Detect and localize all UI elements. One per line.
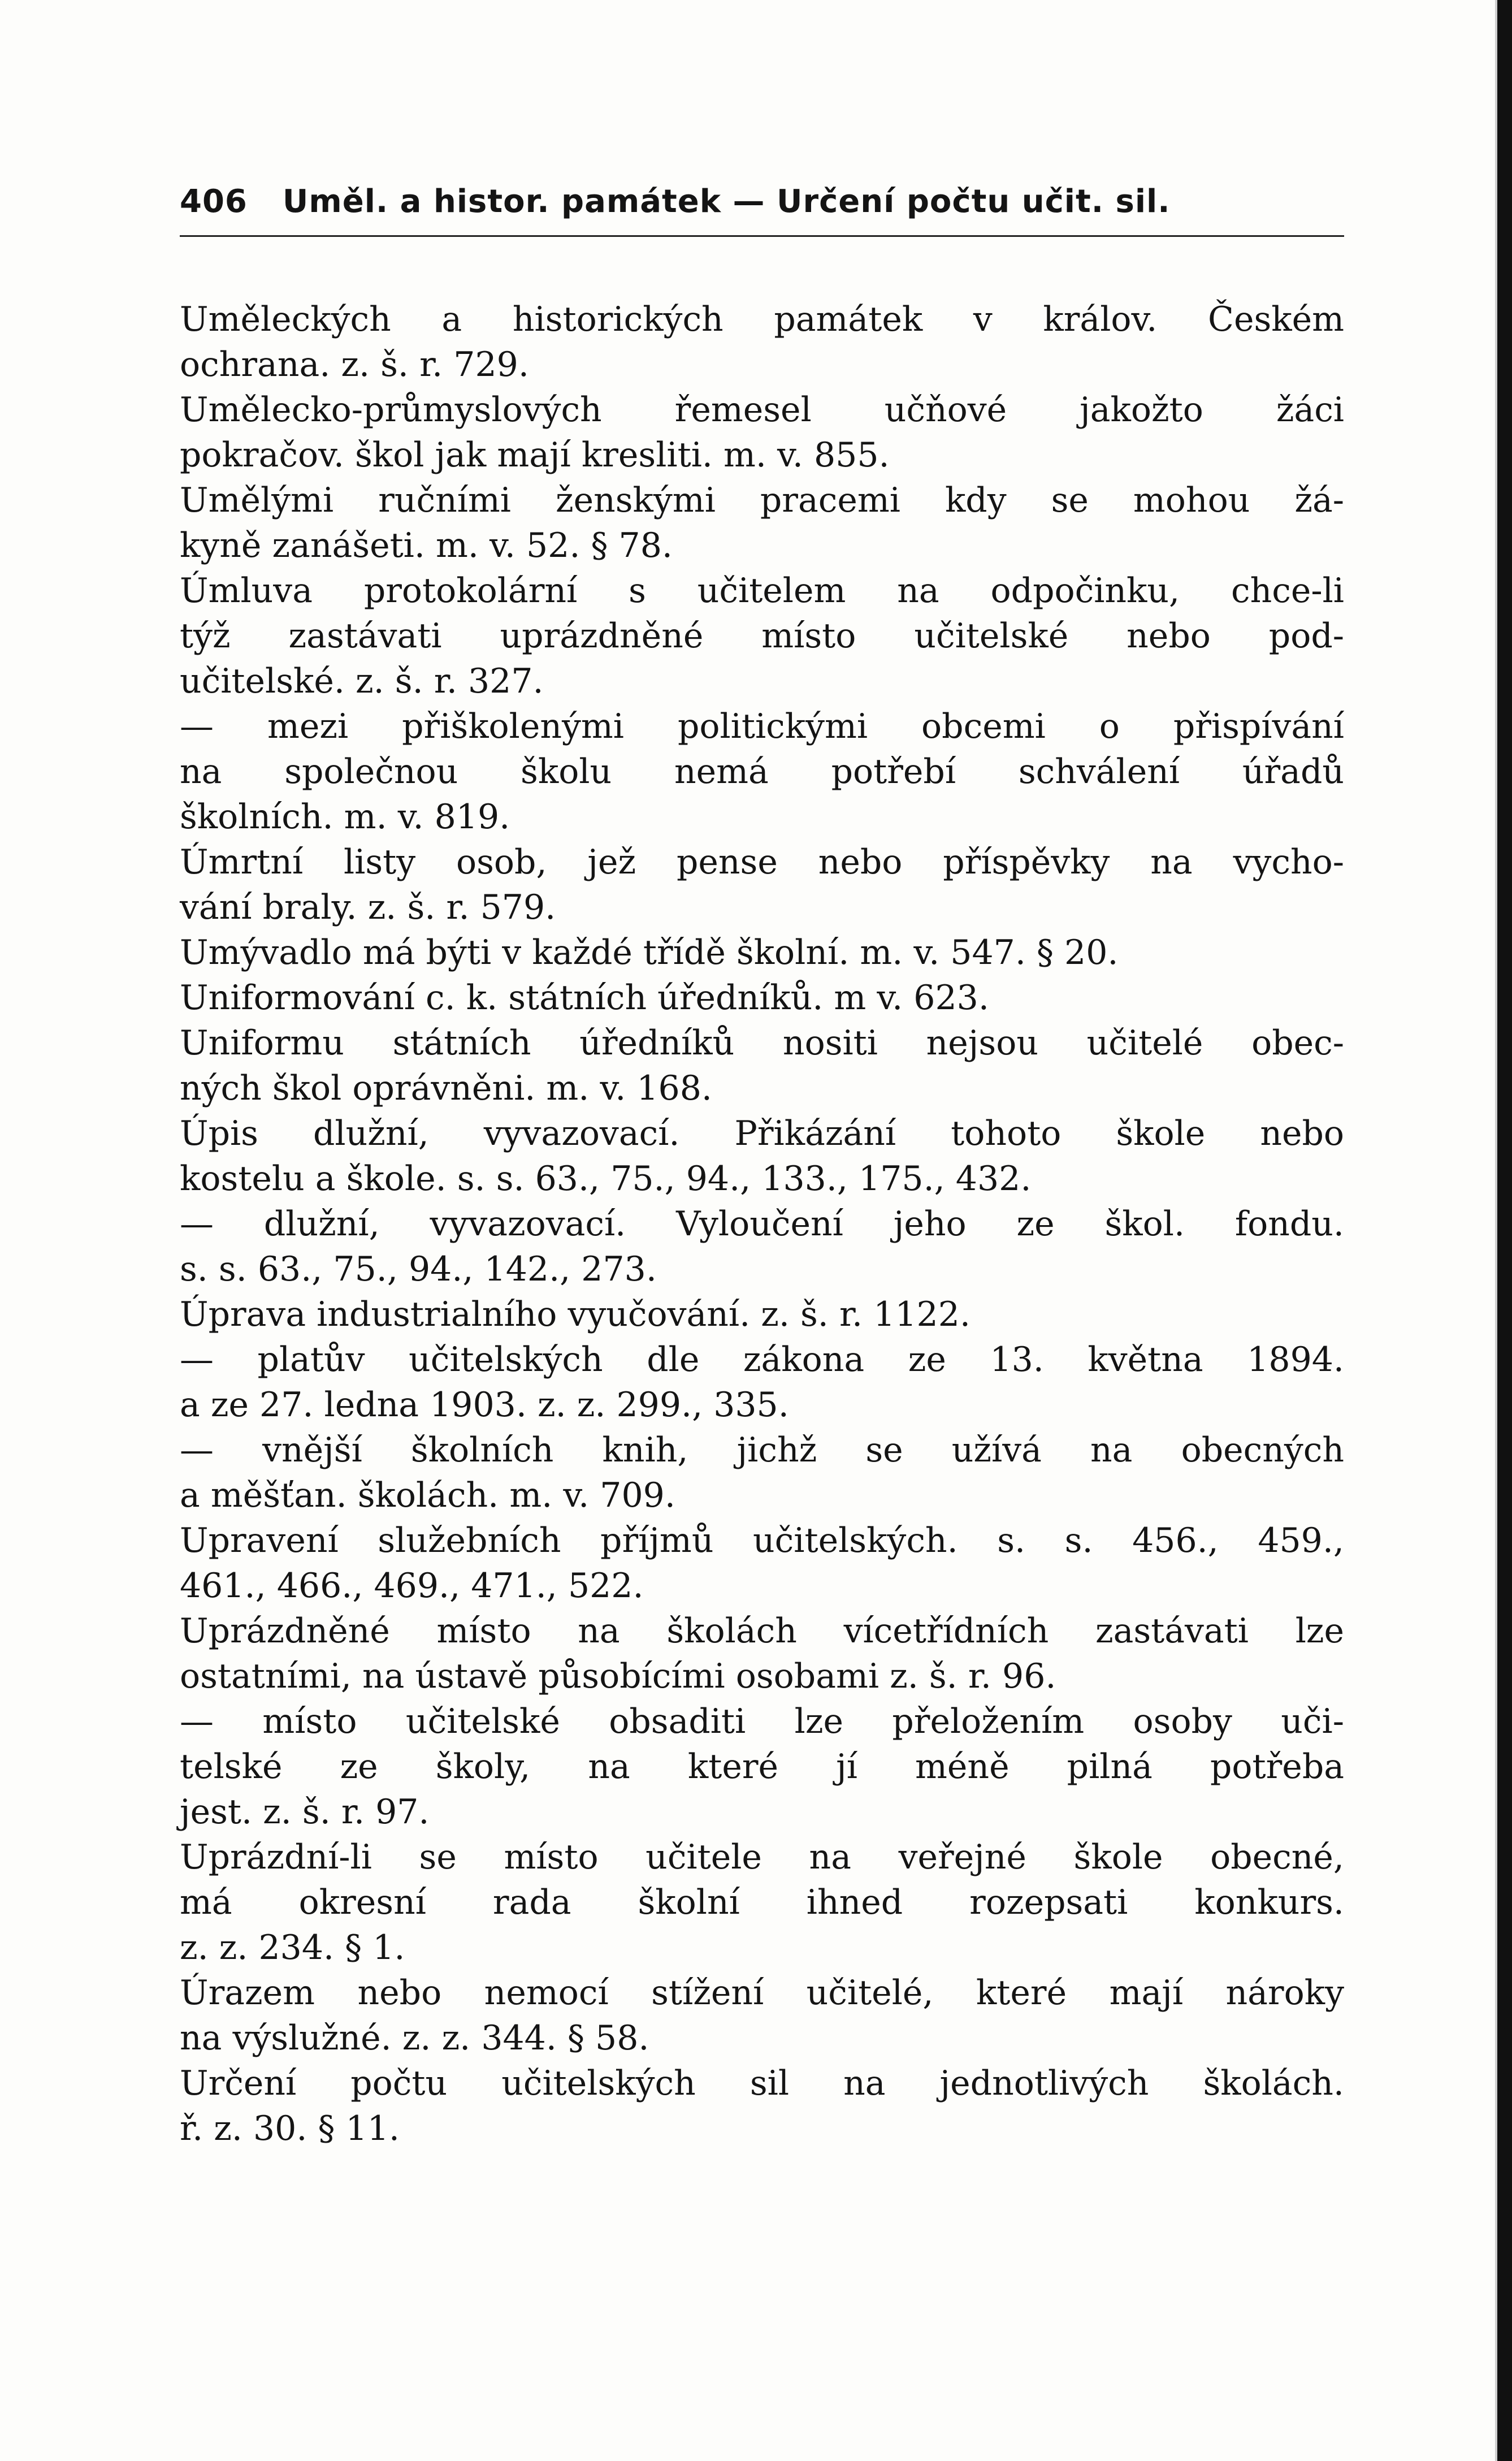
index-entry — [180, 1835, 1344, 1970]
entry-line: Uprázdní-li se místo učitele na veřejné škole obecné, — [180, 1837, 1344, 1877]
index-entry — [180, 1428, 1344, 1518]
index-entry — [180, 478, 1344, 568]
entry-line: týž zastávati uprázdněné místo učitelské nebo pod- — [180, 616, 1344, 656]
entry-line: — platův učitelských dle zákona ze 13. května 1894. — [180, 1340, 1344, 1379]
entry-line: Úrazem nebo nemocí stížení učitelé, které mají nároky — [180, 1973, 1344, 2013]
entry-line: pokračov. škol jak mají kresliti. m. v. 855. — [180, 435, 890, 475]
entry-line: z. z. 234. § 1. — [180, 1928, 405, 1967]
entry-line: Určení počtu učitelských sil na jednotlivých školách. — [180, 2064, 1344, 2103]
entry-line: — vnější školních knih, jichž se užívá na obecných — [180, 1430, 1344, 1470]
entry-line: Úmluva protokolární s učitelem na odpočinku, chce-li — [180, 571, 1344, 611]
entry-line: Umělými ručními ženskými pracemi kdy se mohou žá- — [180, 481, 1344, 520]
entry-line: a ze 27. ledna 1903. z. z. 299., 335. — [180, 1385, 789, 1425]
entry-line: na výslužné. z. z. 344. § 58. — [180, 2018, 649, 2058]
entry-line: Uniformu státních úředníků nositi nejsou učitelé obec- — [180, 1023, 1344, 1063]
entry-line: má okresní rada školní ihned rozepsati konkurs. — [180, 1883, 1344, 1922]
entry-line: ř. z. 30. § 11. — [180, 2109, 400, 2148]
entry-line: Úprava industrialního vyučování. z. š. r. 1122. — [180, 1295, 971, 1334]
header-rule — [180, 235, 1344, 237]
index-entry — [180, 975, 1344, 1020]
entry-line: Úpis dlužní, vyvazovací. Přikázání tohoto škole nebo — [180, 1114, 1344, 1153]
entry-line: — mezi přiškolenými politickými obcemi o přispívání — [180, 707, 1344, 746]
entry-line: učitelské. z. š. r. 327. — [180, 661, 544, 701]
page-edge — [1497, 0, 1512, 2461]
entry-line: ných škol oprávněni. m. v. 168. — [180, 1069, 712, 1108]
entry-line: Uniformování c. k. státních úředníků. m v. 623. — [180, 978, 989, 1018]
running-header — [180, 181, 1344, 223]
entry-line: kostelu a škole. s. s. 63., 75., 94., 133., 175., 432. — [180, 1159, 1032, 1199]
book-page — [180, 181, 1344, 2151]
index-entry — [180, 2061, 1344, 2151]
entry-line: jest. z. š. r. 97. — [180, 1792, 430, 1832]
index-entry — [180, 930, 1344, 975]
index-entry — [180, 704, 1344, 840]
index-entry — [180, 1970, 1344, 2061]
index-entry — [180, 387, 1344, 478]
entry-line: školních. m. v. 819. — [180, 797, 510, 837]
index-entries — [180, 297, 1344, 2151]
entry-line: a měšťan. školách. m. v. 709. — [180, 1476, 675, 1515]
entry-line: — dlužní, vyvazovací. Vyloučení jeho ze škol. fondu. — [180, 1204, 1344, 1244]
index-entry — [180, 568, 1344, 704]
entry-line: Úmrtní listy osob, jež pense nebo příspěvky na vycho- — [180, 842, 1344, 882]
entry-line: Umývadlo má býti v každé třídě školní. m. v. 547. § 20. — [180, 933, 1119, 972]
index-entry — [180, 1608, 1344, 1699]
entry-line: kyně zanášeti. m. v. 52. § 78. — [180, 526, 673, 565]
entry-line: 461., 466., 469., 471., 522. — [180, 1566, 644, 1606]
entry-line: telské ze školy, na které jí méně pilná potřeba — [180, 1747, 1344, 1787]
entry-line: Uprázdněné místo na školách vícetřídních zastávati lze — [180, 1611, 1344, 1651]
entry-line: Upravení služebních příjmů učitelských. s. s. 456., 459., — [180, 1521, 1344, 1560]
entry-line: ostatními, na ústavě působícími osobami z. š. r. 96. — [180, 1656, 1056, 1696]
index-entry — [180, 1111, 1344, 1201]
index-entry — [180, 1337, 1344, 1428]
entry-line: vání braly. z. š. r. 579. — [180, 888, 556, 927]
entry-line: ochrana. z. š. r. 729. — [180, 345, 529, 384]
entry-line: s. s. 63., 75., 94., 142., 273. — [180, 1249, 657, 1289]
entry-line: Umělecko-průmyslových řemesel učňové jakožto žáci — [180, 390, 1344, 430]
entry-line: — místo učitelské obsaditi lze přeložením osoby uči- — [180, 1702, 1344, 1741]
index-entry — [180, 840, 1344, 930]
index-entry — [180, 1699, 1344, 1835]
index-entry — [180, 1201, 1344, 1292]
index-entry — [180, 1020, 1344, 1111]
entry-line: Uměleckých a historických památek v králov. Českém — [180, 300, 1344, 339]
running-title: Uměl. a histor. památek — Určení počtu učit. sil. — [282, 183, 1171, 220]
index-entry — [180, 1518, 1344, 1608]
page-number: 406 — [180, 183, 248, 220]
entry-line: na společnou školu nemá potřebí schválení úřadů — [180, 752, 1344, 792]
index-entry — [180, 1292, 1344, 1337]
index-entry — [180, 297, 1344, 387]
